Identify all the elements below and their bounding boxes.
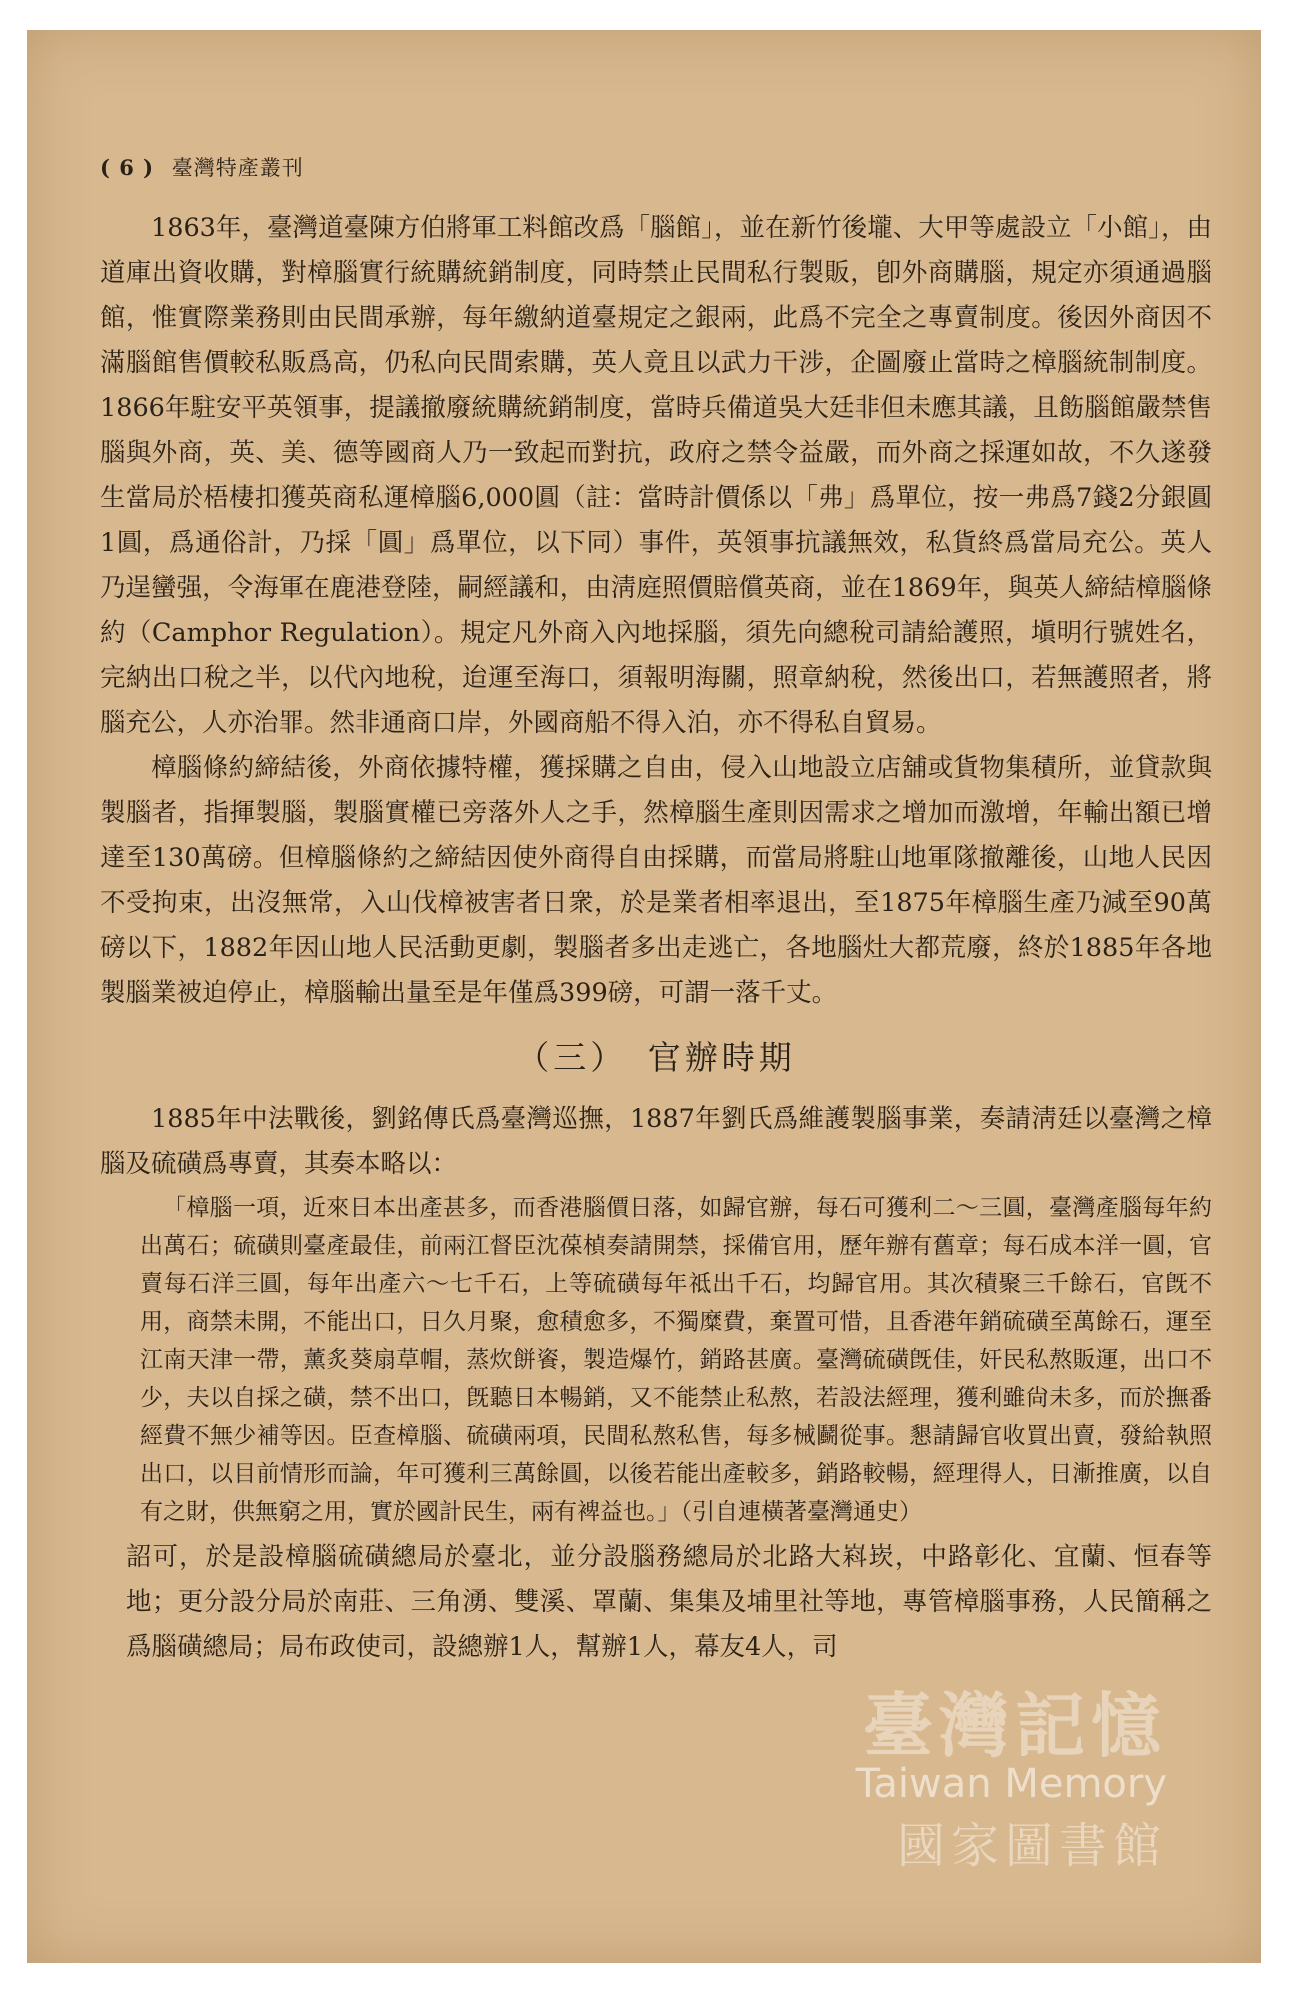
watermark-en: Taiwan Memory <box>855 1761 1167 1807</box>
paragraph-1: 1863年，臺灣道臺陳方伯將軍工料館改爲「腦館」，並在新竹後壠、大甲等處設立「小館」，由道庫出資收購，對樟腦實行統購統銷制度，同時禁止民間私行製販，卽外商購腦，規定亦須通過腦館，惟實際業務則由民間承辦，每年繳納道臺規定之銀兩，此爲不完全之專賣制度。後因外商因不滿腦館售價較私販爲高，仍私向民間索購，英人竟且以武力干涉，企圖廢止當時之樟腦統制制度。1866年駐安平英領事，提議撤廢統購統銷制度，當時兵備道吳大廷非但未應其議，且飭腦館嚴禁售腦與外商，英、美、德等國商人乃一致起而對抗，政府之禁令益嚴，而外商之採運如故，不久遂發生當局於梧棲扣獲英商私運樟腦6,000圓（註：當時計價係以「弗」爲單位，按一弗爲7錢2分銀圓1圓，爲通俗計，乃採「圓」爲單位，以下同）事件，英領事抗議無效，私貨終爲當局充公。英人乃逞蠻强，令海軍在鹿港登陸，嗣經議和，由淸庭照價賠償英商，並在1869年，與英人締結樟腦條約（Camphor Regulation）。規定凡外商入內地採腦，須先向總稅司請給護照，塡明行號姓名，完納出口稅之半，以代內地稅，迨運至海口，須報明海關，照章納稅，然後出口，若無護照者，將腦充公，人亦治罪。然非通商口岸，外國商船不得入泊，亦不得私自貿易。 <box>100 213 1212 738</box>
scanned-page <box>27 30 1261 1963</box>
section-intro: 1885年中法戰後，劉銘傳氏爲臺灣巡撫，1887年劉氏爲維護製腦事業，奏請淸廷以臺灣之樟腦及硫磺爲專賣，其奏本略以： <box>100 1104 1212 1179</box>
section-title: （三） 官辦時期 <box>516 1038 796 1077</box>
page-number: ( 6 ) <box>100 155 155 180</box>
watermark-sub: 國家圖書館 <box>896 1818 1167 1874</box>
paragraph-2: 樟腦條約締結後，外商依據特權，獲採購之自由，侵入山地設立店舖或貨物集積所，並貸款與製腦者，指揮製腦，製腦實權已旁落外人之手，然樟腦生產則因需求之增加而激增，年輸出額已增達至130萬磅。但樟腦條約之締結因使外商得自由採購，而當局將駐山地軍隊撤離後，山地人民因不受拘束，出沒無常，入山伐樟被害者日衆，於是業者相率退出，至1875年樟腦生產乃減至90萬磅以下，1882年因山地人民活動更劇，製腦者多出走逃亡，各地腦灶大都荒廢，終於1885年各地製腦業被迫停止，樟腦輸出量至是年僅爲399磅，可謂一落千丈。 <box>100 753 1212 1008</box>
watermark-cn: 臺灣記憶 <box>863 1684 1167 1767</box>
page-header <box>100 152 1212 182</box>
series-title: 臺灣特產叢刊 <box>171 156 304 180</box>
quote-text: 「樟腦一項，近來日本出產甚多，而香港腦價日落，如歸官辦，每石可獲利二～三圓，臺灣產腦每年約出萬石；硫磺則臺產最佳，前兩江督臣沈葆楨奏請開禁，採備官用，歷年辦有舊章；每石成本洋一圓，官賣每石洋三圓，每年出產六～七千石，上等硫磺每年祗出千石，均歸官用。其次積聚三千餘石，官旣不用，商禁未開，不能出口，日久月聚，愈積愈多，不獨糜費，棄置可惜，且香港年銷硫磺至萬餘石，運至江南天津一帶，薰炙葵扇草帽，蒸炊餅餈，製造爆竹，銷路甚廣。臺灣硫磺旣佳，奸民私熬販運，出口不少，夫以自採之磺，禁不出口，旣聽日本暢銷，又不能禁止私熬，若設法經理，獲利雖尙未多，而於撫番經費不無少補等因。臣查樟腦、硫磺兩項，民間私熬私售，每多械鬬從事。懇請歸官收買出賣，發給執照出口，以目前情形而論，年可獲利三萬餘圓，以後若能出產較多，銷路較暢，經理得人，日漸推廣，以自有之財，供無窮之用，實於國計民生，兩有裨益也。」 <box>140 1195 1212 1525</box>
quote-source: （引自連橫著臺灣通史） <box>680 1499 922 1525</box>
watermark <box>567 1670 1167 1876</box>
memorial-quote <box>100 1189 1212 1531</box>
continuation-paragraph: 詔可，於是設樟腦硫磺總局於臺北，並分設腦務總局於北路大嵙崁，中路彰化、宜蘭、恒春等地；更分設分局於南莊、三角湧、雙溪、罩蘭、集集及埔里社等地，專管樟腦事務，人民簡稱之爲腦磺總局；局布政使司，設總辦1人，幫辦1人，幕友4人，司 <box>126 1542 1212 1662</box>
page-content <box>100 152 1212 1670</box>
